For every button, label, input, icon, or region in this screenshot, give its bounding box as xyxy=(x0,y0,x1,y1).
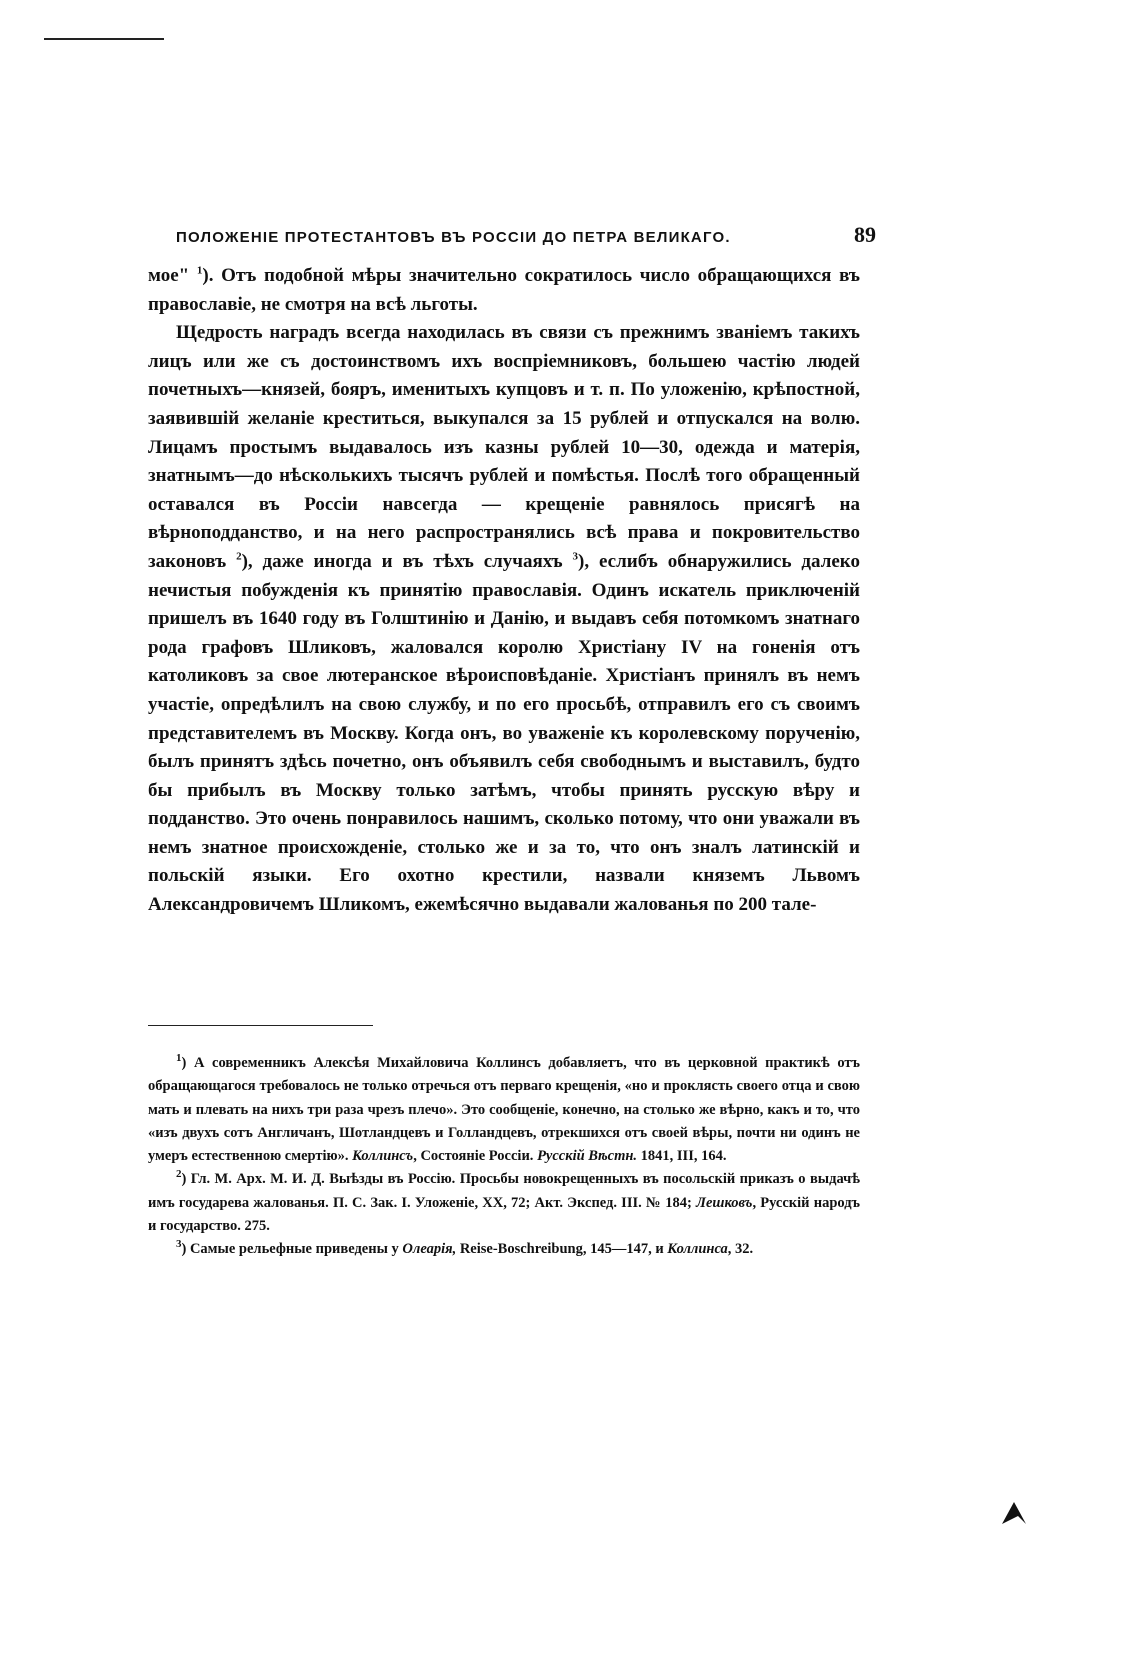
footnote-3-cite-author: Олеарія, xyxy=(402,1241,457,1258)
page-number: 89 xyxy=(854,222,876,247)
paragraph-1-text: мое" xyxy=(148,265,197,286)
footnote-ref-3: 3 xyxy=(572,550,579,563)
footnote-1-marker: 1 xyxy=(176,1052,182,1065)
footnote-3-cite-author-2: Коллинса xyxy=(667,1241,728,1258)
footnote-1-text-c: 1841, III, 164. xyxy=(637,1148,727,1165)
footnote-1-text-b: , Состояніе Россіи. xyxy=(413,1148,538,1165)
corner-mark-icon xyxy=(1000,1498,1028,1526)
footnote-ref-2: 2 xyxy=(236,550,242,563)
footnotes xyxy=(148,1052,860,1262)
paragraph-2-part-c: ), еслибъ обнаружились далеко нечистыя побужденія къ принятію православія. Одинъ искатель приключеній пришелъ въ 1640 году въ Голштинію и Данію, и выдавъ себя потомкомъ знатнаго рода графовъ Шликовъ, жаловался королю Христіану IV на гоненія отъ католиковъ за свое лютеранское вѣроисповѣданіе. Христіанъ принялъ въ немъ участіе, опредѣлилъ на свою службу, и по его просьбѣ, отправилъ его съ своимъ представителемъ въ Москву. Когда онъ, во уваженіе къ королевскому порученію, былъ принятъ здѣсь почетно, онъ объявилъ себя свободнымъ и выставилъ, будто бы прибылъ въ Москву только затѣмъ, чтобы принять русскую вѣру и подданство. Это очень понравилось нашимъ, сколько потому, что они уважали въ немъ знатное происхожденіе, столько же и за то, что онъ зналъ латинскій и польскій языки. Его охотно крестили, назвали княземъ Львомъ Александровичемъ Шликомъ, ежемѣсячно выдавали жалованья по 200 тале- xyxy=(148,550,860,916)
footnote-3 xyxy=(148,1238,860,1261)
footnote-1-cite-author: Коллинсъ xyxy=(352,1148,414,1165)
paragraph-1 xyxy=(148,262,860,319)
running-title: ПОЛОЖЕНІЕ ПРОТЕСТАНТОВЪ ВЪ РОССІИ ДО ПЕТРА ВЕЛИКАГО. xyxy=(176,229,731,246)
paragraph-2-part-a: Щедрость наградъ всегда находилась въ связи съ прежнимъ званіемъ такихъ лицъ или же съ достоинствомъ ихъ воспріемниковъ, большею частію людей почетныхъ—князей, бояръ, именитыхъ купцовъ и т. п. По уложенію, крѣпостной, заявившій желаніе креститься, выкупался за 15 рублей и отпускался на волю. Лицамъ простымъ выдавалось изъ казны рублей 10—30, одежда и матерія, знатнымъ—до нѣсколькихъ тысячъ рублей и помѣстья. Послѣ того обращенный оставался въ Россіи навсегда — крещеніе равнялось присягѣ на вѣрноподданство, и на него распространялись всѣ права и покровительство законовъ xyxy=(148,322,860,572)
running-header xyxy=(176,222,876,252)
paragraph-1-rest: ). Отъ подобной мѣры значительно сократилось число обращающихся въ православіе, не смотря на всѣ льготы. xyxy=(148,265,860,315)
footnote-3-marker: 3 xyxy=(176,1238,182,1251)
footnote-2 xyxy=(148,1168,860,1238)
footnote-rule xyxy=(148,1025,373,1026)
footnote-2-text-b: , Русскій народъ и государство. 275. xyxy=(148,1194,861,1235)
footnote-2-text-a: ) Гл. М. Арх. М. И. Д. Выѣзды въ Россію. Просьбы новокрещенныхъ въ посольскій приказъ о выдачѣ имъ государева жалованья. П. С. Зак. I. Уложеніе, XX, 72; Акт. Экспед. III. № 184; xyxy=(148,1171,860,1211)
footnote-3-text-a: ) Самые рельефные приведены у xyxy=(181,1241,403,1258)
footnote-3-text-c: , 32. xyxy=(727,1241,754,1258)
paragraph-2 xyxy=(148,319,860,919)
main-text xyxy=(148,262,860,920)
footnote-2-marker: 2 xyxy=(176,1168,182,1181)
footnote-3-text-b: Reise-Boschreibung, 145—147, и xyxy=(456,1241,668,1258)
top-rule xyxy=(44,38,164,40)
footnote-1 xyxy=(148,1052,860,1168)
footnote-1-cite-journal: Русскій Вѣстн. xyxy=(537,1148,638,1165)
footnote-2-cite-author: Лешковъ xyxy=(696,1194,753,1211)
footnote-1-text-a: ) А современникъ Алексѣя Михайловича Коллинсъ добавляетъ, что въ церковной практикѣ отъ обращающагося требовалось не только отречься отъ перваго крещенія, «но и проклясть своего отца и свою мать и плевать на нихъ три раза чрезъ плечо». Это сообщеніе, конечно, на столько же вѣрно, какъ и то, что «изъ двухъ сотъ Англичанъ, Шотландцевъ и Голландцевъ, отрекшихся отъ своей вѣры, почти ни одинъ не умеръ естественною смертію». xyxy=(148,1055,860,1165)
paragraph-2-part-b: ), даже иногда и въ тѣхъ случаяхъ xyxy=(241,550,573,572)
footnote-ref-1: 1 xyxy=(196,264,203,277)
